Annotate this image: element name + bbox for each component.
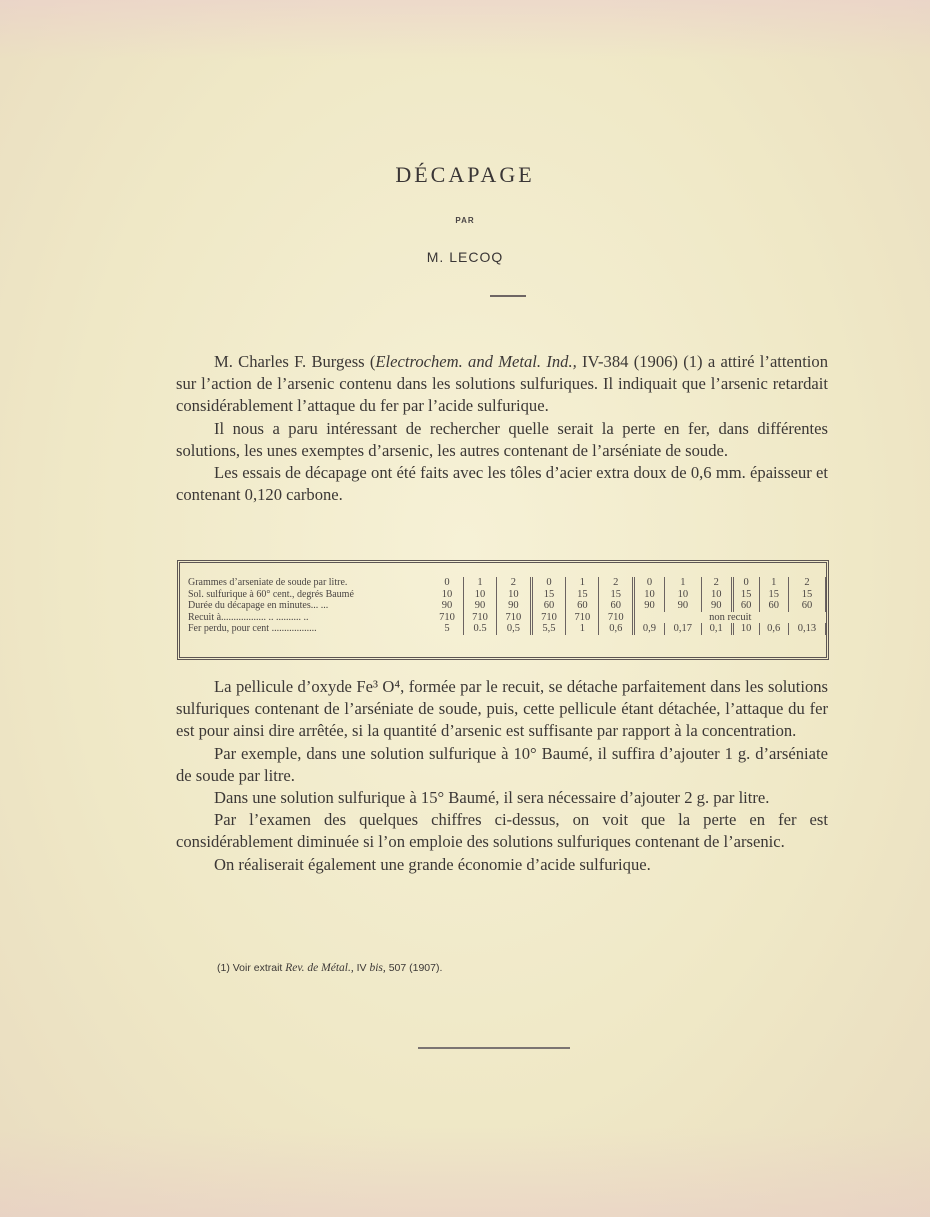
- table-cell: 90: [431, 600, 463, 612]
- table-cell: 0,5: [497, 623, 532, 635]
- table-cell: 710: [599, 612, 634, 624]
- table-cell: 2: [701, 577, 732, 589]
- table-cell: 15: [566, 589, 599, 601]
- table-cell: 60: [566, 600, 599, 612]
- table-cell: 0: [732, 577, 759, 589]
- page-edge-bottom: [0, 1127, 930, 1217]
- footnote: [217, 962, 442, 974]
- table-row: [180, 623, 826, 635]
- footnote-journal: Rev. de Métal.,: [285, 962, 354, 974]
- paragraph: Les essais de décapage ont été faits avec les tôles d’acier extra doux de 0,6 mm. épaisseur et contenant 0,120 carbone.: [176, 463, 828, 505]
- table-cell: 1: [463, 577, 496, 589]
- table-cell: 1: [566, 623, 599, 635]
- table-cell: 15: [759, 589, 788, 601]
- table-cell: 15: [732, 589, 759, 601]
- footnote-text: IV: [353, 962, 370, 974]
- table-cell: 0: [531, 577, 566, 589]
- table-cell: 5,5: [531, 623, 566, 635]
- table-cell: 90: [634, 600, 665, 612]
- table-cell: 5: [431, 623, 463, 635]
- table-cell: 2: [497, 577, 532, 589]
- table-cell: 1: [566, 577, 599, 589]
- table-cell: 710: [431, 612, 463, 624]
- row-label: Durée du décapage en minutes... ...: [188, 600, 329, 612]
- table-cell: 710: [566, 612, 599, 624]
- paragraph-text: M. Charles F. Burgess (: [214, 352, 376, 371]
- table-cell: 60: [531, 600, 566, 612]
- table-cell: 0,13: [788, 623, 825, 635]
- page-edge-top: [0, 0, 930, 60]
- table-cell: 90: [701, 600, 732, 612]
- row-label: Fer perdu, pour cent ..................: [188, 623, 317, 635]
- table-cell: 10: [463, 589, 496, 601]
- paragraph-text: IV-384 (1906) (1) a attiré l’attention sur l’action de l’arsenic contenu dans les solutions sulfuriques. Il indiquait que l’arsenic retardait considérablement l’attaque du fer par l’acide sulfurique.: [176, 352, 829, 416]
- discussion-text: [176, 676, 828, 876]
- byline-par: PAR: [455, 216, 475, 225]
- table-cell: 90: [497, 600, 532, 612]
- table-cell: 90: [664, 600, 701, 612]
- paragraph: [176, 351, 828, 418]
- table-cell: 710: [531, 612, 566, 624]
- table-cell: 0.5: [463, 623, 496, 635]
- table-cell: 0,6: [759, 623, 788, 635]
- footnote-text: 507 (1907).: [385, 962, 443, 974]
- table-cell: 10: [497, 589, 532, 601]
- table-cell: 0: [634, 577, 665, 589]
- table-cell: 2: [788, 577, 825, 589]
- table-cell: 60: [732, 600, 759, 612]
- table-cell: 0,17: [664, 623, 701, 635]
- row-label: Grammes d’arseniate de soude par litre.: [188, 577, 348, 588]
- table-cell: 15: [599, 589, 634, 601]
- end-rule: [418, 1047, 570, 1049]
- table-cell: 10: [431, 589, 463, 601]
- author-name: M. LECOQ: [426, 249, 504, 265]
- journal-citation: Electrochem. and Metal. Ind.,: [375, 352, 577, 371]
- table-cell: 15: [531, 589, 566, 601]
- table-cell: 0: [431, 577, 463, 589]
- table-cell: 10: [664, 589, 701, 601]
- table-row: [180, 612, 826, 624]
- table-cell: 2: [599, 577, 634, 589]
- intro-text: [176, 351, 828, 506]
- table-row: [180, 600, 826, 612]
- paragraph: Par l’examen des quelques chiffres ci-dessus, on voit que la perte en fer est considérablement diminuée si l’on emploie des solutions sulfuriques contenant de l’arsenic.: [176, 810, 828, 852]
- footnote-text: (1) Voir extrait: [217, 962, 286, 974]
- table-cell: 1: [664, 577, 701, 589]
- table-cell: 710: [463, 612, 496, 624]
- footnote-italic: bis,: [369, 962, 386, 974]
- paragraph: La pellicule d’oxyde Fe³ O⁴, formée par le recuit, se détache parfaitement dans les solutions sulfuriques contenant de l’arséniate de soude, puis, cette pellicule étant détachée, l’attaque du fer est pour ainsi dire arrêtée, si la quantité d’arsenic est suffisante par rapport à la concentration.: [176, 677, 828, 741]
- table-cell: 0,6: [599, 623, 634, 635]
- table-cell: 15: [788, 589, 825, 601]
- table-cell: 1: [759, 577, 788, 589]
- page-title: DÉCAPAGE: [395, 162, 535, 187]
- paragraph: Il nous a paru intéressant de rechercher quelle serait la perte en fer, dans différentes solutions, les unes exemptes d’arsenic, les autres contenant de l’arséniate de soude.: [176, 418, 828, 460]
- table-cell: 0,9: [634, 623, 665, 635]
- table-row: [180, 589, 826, 601]
- results-table: [177, 560, 829, 660]
- table-cell: 60: [759, 600, 788, 612]
- table-cell-span: non recuit: [709, 611, 752, 623]
- table-cell: 10: [732, 623, 759, 635]
- table-cell: 10: [634, 589, 665, 601]
- table-cell: 60: [599, 600, 634, 612]
- title-rule: [490, 295, 526, 297]
- row-label: Recuit à.................. .. .......... ..: [188, 611, 309, 623]
- paragraph: Dans une solution sulfurique à 15° Baumé, il sera nécessaire d’ajouter 2 g. par litre.: [214, 788, 770, 808]
- table-cell: 710: [497, 612, 532, 624]
- table-cell: 90: [463, 600, 496, 612]
- row-label: Sol. sulfurique à 60° cent., degrés Baumé: [188, 588, 354, 600]
- table-cell: 10: [701, 589, 732, 601]
- paragraph: Par exemple, dans une solution sulfurique à 10° Baumé, il suffira d’ajouter 1 g. d’arséniate de soude par litre.: [176, 743, 828, 785]
- table-cell: 0,1: [701, 623, 732, 635]
- paragraph: On réaliserait également une grande économie d’acide sulfurique.: [214, 854, 651, 874]
- table-row: [180, 577, 826, 589]
- table-cell: 60: [788, 600, 825, 612]
